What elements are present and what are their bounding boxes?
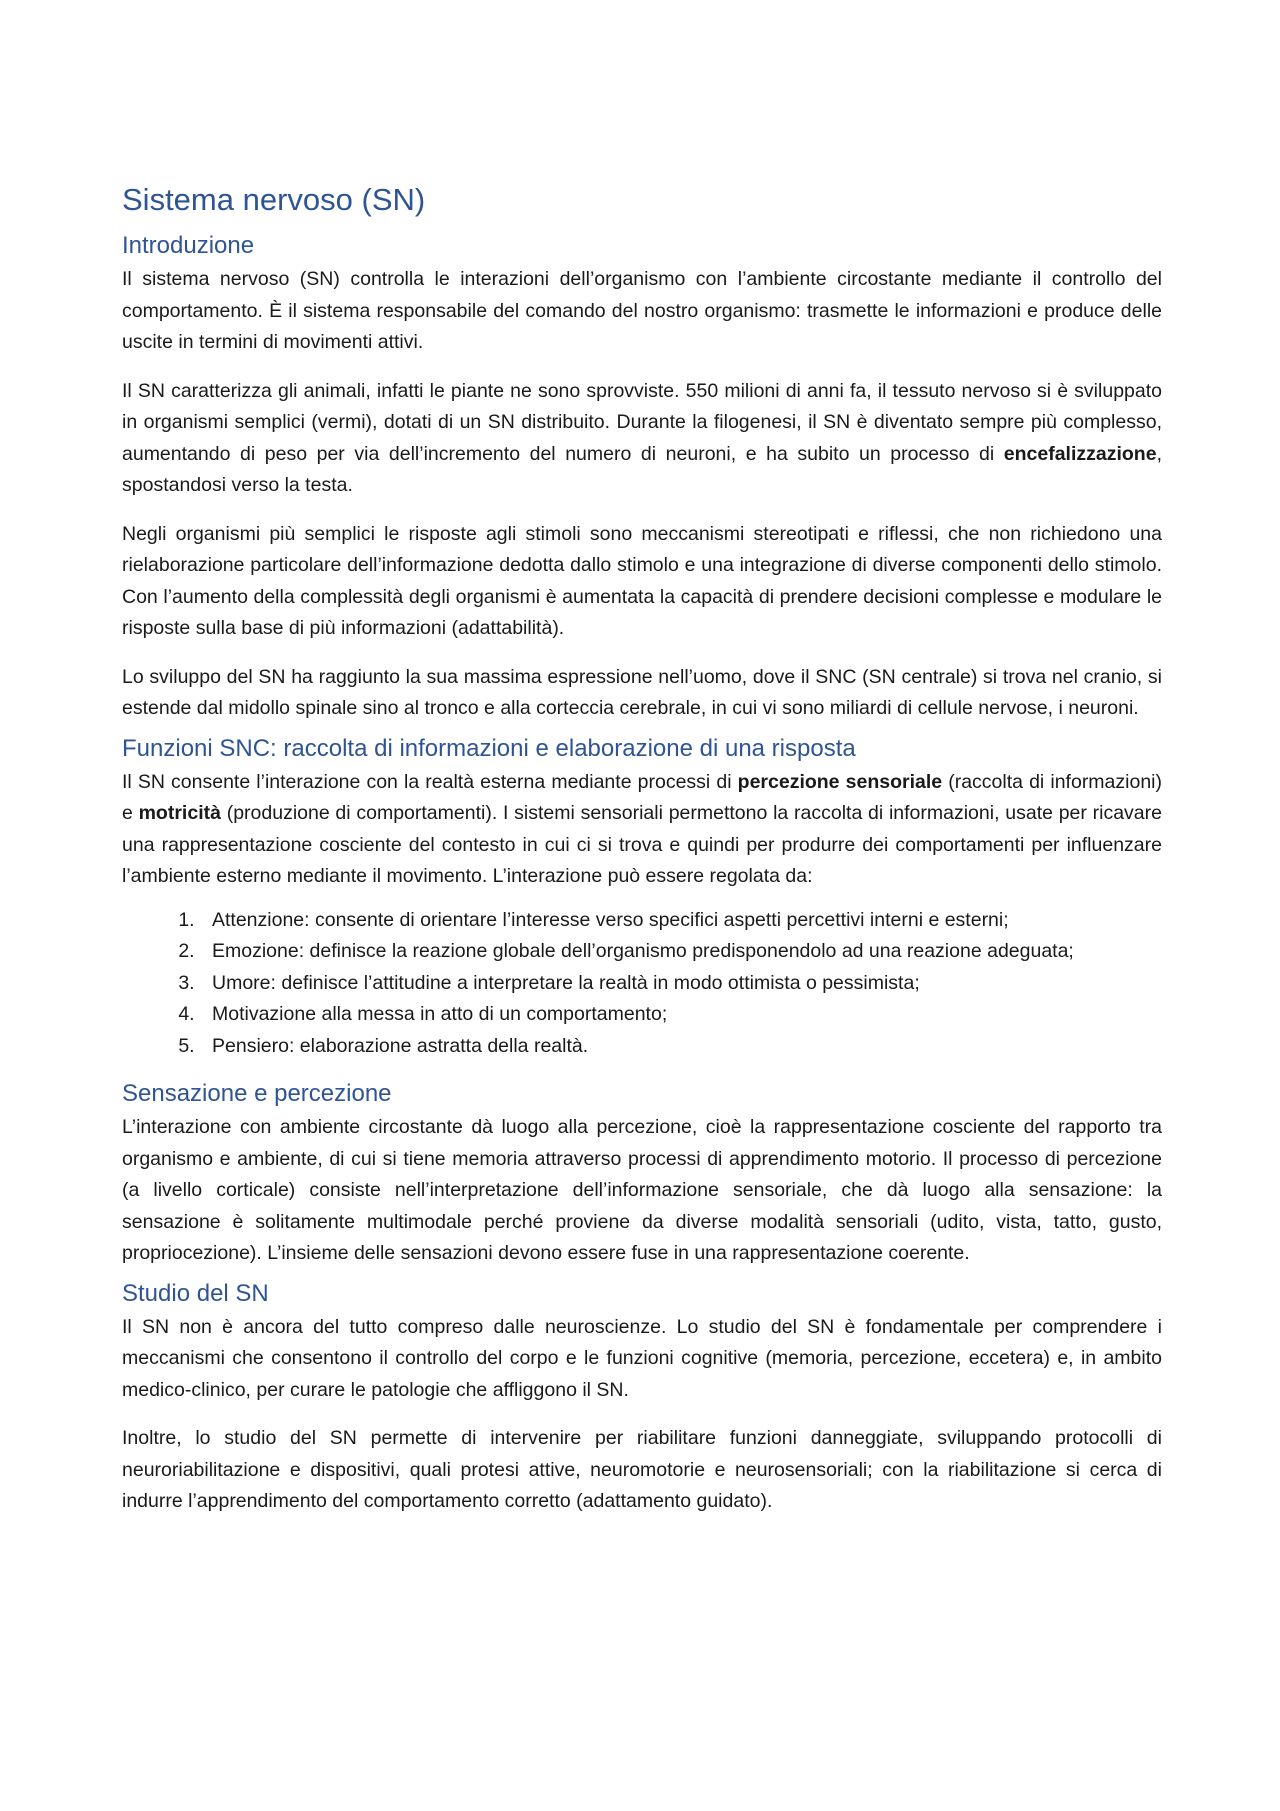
document-page (122, 180, 1162, 1535)
bold-term: motricità (138, 802, 221, 824)
list-item: 1. Attenzione: consente di orientare l’interesse verso specifici aspetti percettivi interni e esterni; (200, 905, 1162, 937)
text-run: , spostandosi verso la testa. (122, 442, 1162, 496)
section-introduzione (122, 230, 1162, 725)
section-heading: Introduzione (122, 232, 255, 259)
section-sensazione-percezione (122, 1078, 1162, 1270)
bold-term: percezione sensoriale (737, 770, 943, 793)
paragraph: Inoltre, lo studio del SN permette di intervenire per riabilitare funzioni danneggiate, sviluppando protocolli di neuroriabilitazione e dispositivi, quali protesi attive, neuromotorie e neurosensoriali; con la riabilitazione si cerca di indurre l’apprendimento del comportamento corretto (adattamento guidato). (122, 1427, 1162, 1512)
section-heading: Sensazione e percezione (122, 1080, 392, 1107)
paragraph (122, 767, 1162, 893)
list-item: 4. Motivazione alla messa in atto di un comportamento; (200, 999, 1162, 1031)
section-funzioni-snc (122, 733, 1162, 1063)
paragraph: Il sistema nervoso (SN) controlla le interazioni dell’organismo con l’ambiente circostante mediante il controllo del comportamento. È il sistema responsabile del comando del nostro organismo: trasmette le informazioni e produce delle uscite in termini di movimenti attivi. (122, 268, 1162, 353)
paragraph: Negli organismi più semplici le risposte agli stimoli sono meccanismi stereotipati e riflessi, che non richiedono una rielaborazione particolare dell’informazione dedotta dallo stimolo e una integrazione di diverse componenti dello stimolo. Con l’aumento della complessità degli organismi è aumentata la capacità di prendere decisioni complesse e modulare le risposte sulla base di più informazioni (adattabilità). (122, 522, 1162, 639)
text-run: (produzione di comportamenti). I sistemi sensoriali permettono la raccolta di informazioni, usate per ricavare una rappresentazione cosciente del contesto in cui ci si trova e quindi per produrre dei comportamenti per influenzare l’ambiente esterno mediante il movimento. L’interazione può essere regolata da: (122, 802, 1162, 887)
paragraph (122, 376, 1162, 502)
section-heading: Funzioni SNC: raccolta di informazioni e elaborazione di una risposta (122, 734, 856, 762)
section-studio-sn (122, 1278, 1162, 1518)
document-title: Sistema nervoso (SN) (122, 182, 426, 217)
list-item: 5. Pensiero: elaborazione astratta della realtà. (200, 1031, 1162, 1063)
section-heading: Studio del SN (122, 1279, 269, 1307)
list-item: 3. Umore: definisce l’attitudine a interpretare la realtà in modo ottimista o pessimista; (200, 968, 1162, 1000)
text-run: Il SN consente l’interazione con la realtà esterna mediante processi di (122, 770, 738, 793)
paragraph: L’interazione con ambiente circostante dà luogo alla percezione, cioè la rappresentazione cosciente del rapporto tra organismo e ambiente, di cui si tiene memoria attraverso processi di apprendimento motorio. Il processo di percezione (a livello corticale) consiste nell’interpretazione dell’informazione sensoriale, che dà luogo alla sensazione: la sensazione è solitamente multimodale perché proviene da diverse modalità sensoriali (udito, vista, tatto, gusto, propriocezione). L’insieme delle sensazioni devono essere fuse in una rappresentazione coerente. (122, 1116, 1162, 1264)
text-run: (raccolta di informazioni) e (122, 770, 1162, 824)
text-run: Il SN caratterizza gli animali, infatti le piante ne sono sprovviste. 550 milioni di anni fa, il tessuto nervoso si è sviluppato in organismi semplici (vermi), dotati di un SN distribuito. Durante la filogenesi, il SN è diventato sempre più complesso, aumentando di peso per via dell’incremento del numero di neuroni, e ha subito un processo di (122, 379, 1162, 465)
list-item: 2. Emozione: definisce la reazione globale dell’organismo predisponendolo ad una reazione adeguata; (200, 936, 1162, 968)
paragraph: Il SN non è ancora del tutto compreso dalle neuroscienze. Lo studio del SN è fondamentale per comprendere i meccanismi che consentono il controllo del corpo e le funzioni cognitive (memoria, percezione, eccetera) e, in ambito medico-clinico, per curare le patologie che affliggono il SN. (122, 1315, 1162, 1401)
paragraph: Lo sviluppo del SN ha raggiunto la sua massima espressione nell’uomo, dove il SNC (SN centrale) si trova nel cranio, si estende dal midollo spinale sino al tronco e alla corteccia cerebrale, in cui vi sono miliardi di cellule nervose, i neuroni. (122, 665, 1162, 719)
bold-term: encefalizzazione (1003, 442, 1157, 465)
numbered-list (122, 905, 1162, 1063)
